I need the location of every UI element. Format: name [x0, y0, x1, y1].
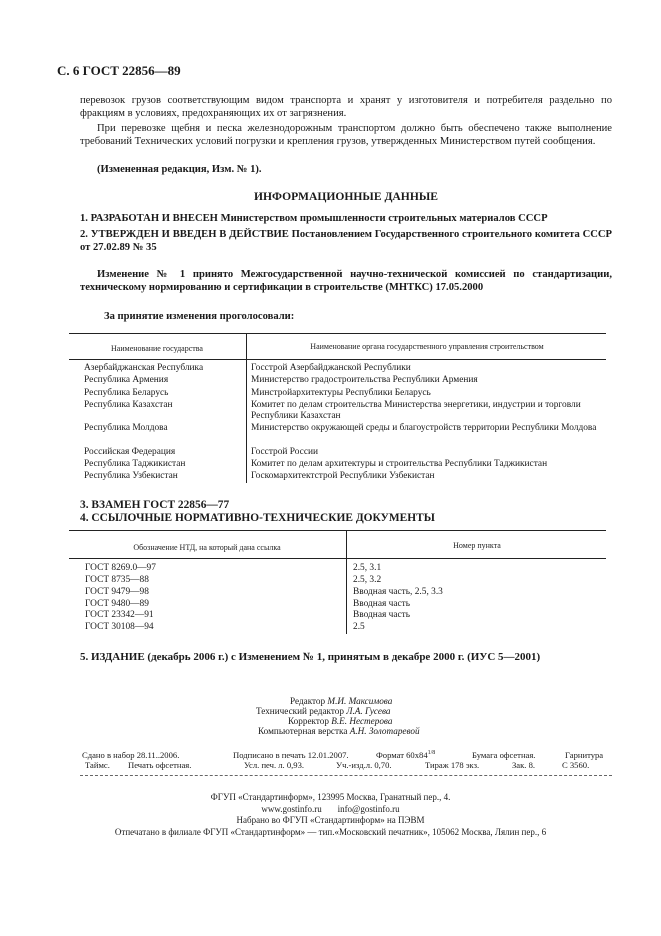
info-item-1	[80, 212, 612, 225]
info-title: ИНФОРМАЦИОННЫЕ ДАННЫЕ	[254, 190, 438, 203]
credit-role: Редактор	[290, 696, 326, 706]
imprint-pub-sheets: Уч.-изд.л. 0,70.	[336, 760, 392, 770]
section-3: 3. ВЗАМЕН ГОСТ 22856—77	[80, 499, 230, 511]
publisher-email[interactable]: info@gostinfo.ru	[337, 803, 400, 814]
credit-name: А.Н. Золотаревой	[349, 726, 420, 736]
body-cell: Комитет по делам строительства Министерства энергетики, индустрии и торговли Республики Казахстан	[251, 400, 581, 421]
doc-cell: ГОСТ 9479—98	[85, 587, 149, 597]
clause-cell: Вводная часть, 2.5, 3.3	[353, 587, 443, 597]
credit-editor	[290, 696, 556, 706]
table-top-rule	[69, 530, 606, 531]
clause-cell: 2.5, 3.2	[353, 575, 382, 585]
imprint-format-fraction: 1/8	[427, 750, 436, 757]
credit-role: Компьютерная верстка	[258, 726, 348, 736]
info-item-1-label: 1. РАЗРАБОТАН И ВНЕСЕН	[80, 213, 218, 224]
imprint-run: Тираж 178 экз.	[425, 760, 480, 770]
doc-cell: ГОСТ 8735—88	[85, 575, 149, 585]
publisher-printed: Отпечатано в филиале ФГУП «Стандартинформ» — тип.«Московский печатник», 105062 Москва, Лялин пер., 6	[114, 826, 547, 837]
credit-name: Л.А. Гусева	[346, 706, 391, 716]
clause-cell: 2.5	[353, 622, 365, 632]
publisher-contacts	[0, 804, 661, 816]
body-cell: Министерство градостроительства Республики Армения	[251, 375, 478, 385]
table-header-rule	[69, 359, 606, 360]
credit-name: М.И. Максимова	[327, 696, 393, 706]
credit-tech-editor	[256, 706, 556, 716]
imprint-code: С 3560.	[562, 760, 590, 770]
table-column-divider	[246, 333, 247, 483]
imprint-submitted: Сдано в набор 28.11..2006.	[82, 750, 180, 760]
amendment-note: (Измененная редакция, Изм. № 1).	[97, 164, 262, 175]
body-paragraph-2: При перевозке щебня и песка железнодорожным транспортом должно быть обеспечено также выполнение требований Технических условий погрузки и крепления грузов, утвержденных Министерством путей сообщения.	[80, 123, 612, 147]
body-cell: Министерство окружающей среды и благоустройств территории Республики Молдова	[251, 423, 597, 433]
info-item-2-text: Постановлением Государственного строительного комитета СССР от 27.02.89 № 35	[80, 229, 612, 253]
imprint-divider	[80, 775, 612, 776]
section-5: 5. ИЗДАНИЕ (декабрь 2006 г.) с Изменением № 1, принятым в декабре 2000 г. (ИУС 5—2001)	[80, 651, 541, 663]
imprint-format	[376, 750, 435, 760]
imprint-font: Гарнитура	[565, 750, 604, 760]
credits	[256, 696, 556, 736]
page-header: С. 6 ГОСТ 22856—89	[57, 63, 181, 78]
state-cell: Республика Беларусь	[84, 388, 169, 398]
imprint-print: Печать офсетная.	[128, 760, 192, 770]
clause-cell: Вводная часть	[353, 610, 411, 620]
publisher	[0, 792, 661, 838]
imprint-paper: Бумага офсетная.	[472, 750, 536, 760]
state-cell: Республика Узбекистан	[84, 471, 178, 481]
imprint-order: Зак. 8.	[512, 760, 536, 770]
state-cell: Республика Таджикистан	[84, 459, 186, 469]
body-cell: Госстрой России	[251, 447, 319, 457]
info-item-1-text: Министерством промышленности строительных материалов СССР	[217, 213, 548, 224]
amendment-acceptance: Изменение № 1 принято Межгосударственной научно-технической комиссией по стандартизации, техническому нормированию и сертификации в строительстве (МНТКС) 17.05.2000	[80, 269, 612, 293]
refs-header-document: Обозначение НТД, на который дана ссылка	[133, 543, 281, 552]
table-header-rule	[69, 558, 606, 559]
publisher-website[interactable]: www.gostinfo.ru	[261, 803, 322, 814]
publisher-typeset: Набрано во ФГУП «Стандартинформ» на ПЭВМ	[236, 815, 425, 825]
credit-proofreader	[288, 716, 556, 726]
body-cell: Госстрой Азербайджанской Республики	[251, 363, 411, 373]
body-cell: Госкомархитектстрой Республики Узбекистан	[251, 471, 435, 481]
votes-header-state: Наименование государства	[111, 344, 203, 353]
credit-layout	[258, 726, 556, 736]
credit-role: Корректор	[288, 716, 329, 726]
doc-cell: ГОСТ 23342—91	[85, 610, 154, 620]
doc-cell: ГОСТ 9480—89	[85, 599, 149, 609]
table-top-rule	[69, 333, 606, 334]
imprint-signed: Подписано в печать 12.01.2007.	[233, 750, 349, 760]
voted-heading: За принятие изменения проголосовали:	[104, 311, 295, 322]
state-cell: Российская Федерация	[84, 447, 176, 457]
info-item-2	[80, 228, 612, 254]
doc-cell: ГОСТ 8269.0—97	[85, 563, 156, 573]
clause-cell: Вводная часть	[353, 599, 411, 609]
doc-cell: ГОСТ 30108—94	[85, 622, 154, 632]
state-cell: Республика Армения	[84, 375, 169, 385]
credit-name: В.Е. Нестерова	[331, 716, 393, 726]
credit-role: Технический редактор	[256, 706, 344, 716]
info-item-2-label: 2. УТВЕРЖДЕН И ВВЕДЕН В ДЕЙСТВИЕ	[80, 229, 289, 240]
votes-header-body: Наименование органа государственного управления строительством	[310, 342, 544, 351]
body-cell: Комитет по делам архитектуры и строительства Республики Таджикистан	[251, 459, 548, 469]
section-4: 4. ССЫЛОЧНЫЕ НОРМАТИВНО-ТЕХНИЧЕСКИЕ ДОКУМЕНТЫ	[80, 512, 435, 524]
state-cell: Республика Молдова	[84, 423, 168, 433]
body-cell: Минстройархитектуры Республики Беларусь	[251, 388, 431, 398]
clause-cell: 2.5, 3.1	[353, 563, 382, 573]
publisher-address: ФГУП «Стандартинформ», 123995 Москва, Гранатный пер., 4.	[210, 792, 451, 802]
state-cell: Азербайджанская Республика	[84, 363, 204, 373]
imprint-format-label: Формат 60x84	[376, 750, 428, 760]
body-paragraph-1: перевозок грузов соответствующим видом транспорта и хранят у изготовителя и потребителя раздельно по фракциям в условиях, предохраняющих их от загрязнения.	[80, 95, 612, 119]
refs-header-clause: Номер пункта	[453, 541, 501, 550]
state-cell: Республика Казахстан	[84, 400, 173, 410]
table-column-divider	[346, 530, 347, 634]
imprint-typeface: Таймс.	[85, 760, 110, 770]
imprint-sheets: Усл. печ. л. 0,93.	[244, 760, 305, 770]
